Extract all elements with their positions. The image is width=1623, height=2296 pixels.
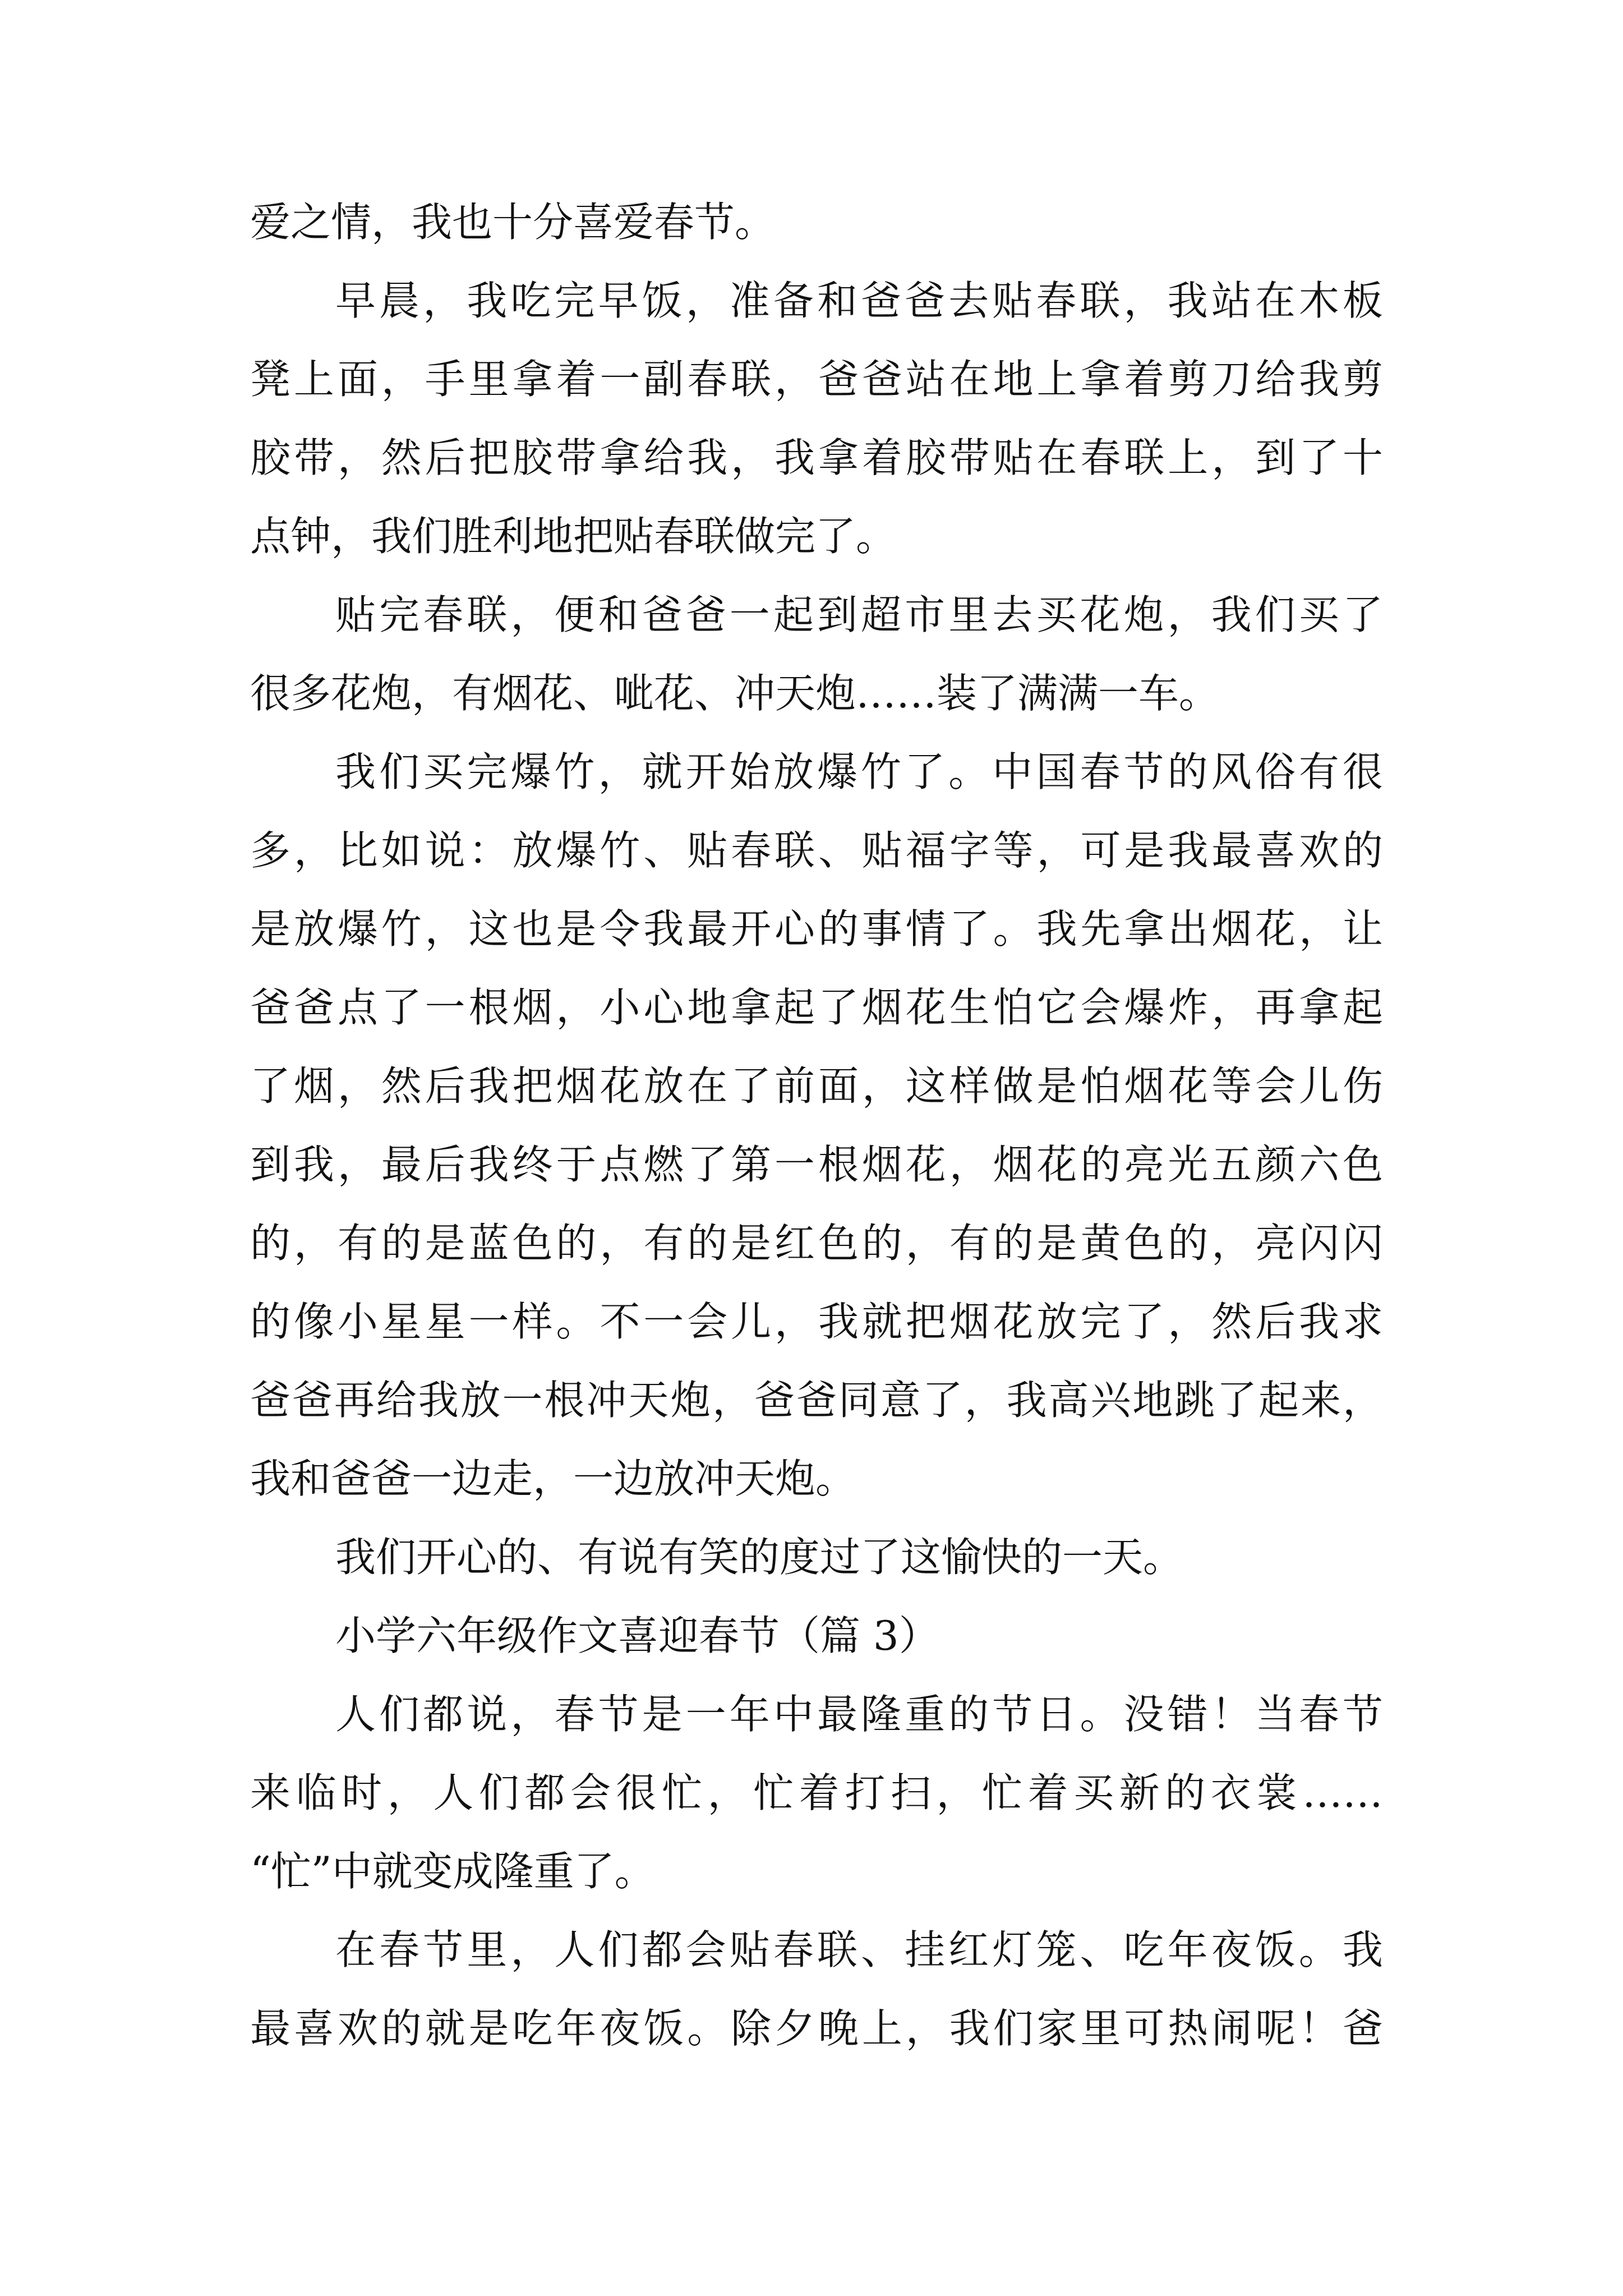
text-line: 是放爆竹，这也是令我最开心的事情了。我先拿出烟花，让 [250, 905, 1383, 953]
text-line: “忙”中就变成隆重了。 [250, 1848, 655, 1895]
text-line: 到我，最后我终于点燃了第一根烟花，烟花的亮光五颜六色 [250, 1141, 1383, 1188]
text-line: 多，比如说：放爆竹、贴春联、贴福字等，可是我最喜欢的 [250, 827, 1383, 874]
text-line: 在春节里，人们都会贴春联、挂红灯笼、吃年夜饭。我 [335, 1926, 1383, 1973]
text-line: 我们买完爆竹，就开始放爆竹了。中国春节的风俗有很 [335, 748, 1383, 795]
text-line: 人们都说，春节是一年中最隆重的节日。没错！当春节 [335, 1691, 1383, 1738]
section-heading: 小学六年级作文喜迎春节（篇 3） [335, 1612, 939, 1659]
text-line: 了烟，然后我把烟花放在了前面，这样做是怕烟花等会儿伤 [250, 1062, 1383, 1110]
text-line: 爱之情，我也十分喜爱春节。 [250, 199, 776, 246]
text-line: 我们开心的、有说有笑的度过了这愉快的一天。 [335, 1534, 1184, 1581]
text-line: 早晨，我吃完早饭，准备和爸爸去贴春联，我站在木板 [335, 277, 1383, 324]
text-line: 胶带，然后把胶带拿给我，我拿着胶带贴在春联上，到了十 [250, 434, 1383, 481]
text-line: 的，有的是蓝色的，有的是红色的，有的是黄色的，亮闪闪 [250, 1220, 1383, 1267]
text-line: 来临时，人们都会很忙，忙着打扫，忙着买新的衣裳…… [250, 1769, 1383, 1816]
text-line: 爸爸点了一根烟，小心地拿起了烟花生怕它会爆炸，再拿起 [250, 984, 1383, 1031]
text-line: 很多花炮，有烟花、呲花、冲天炮……装了满满一车。 [250, 670, 1220, 717]
text-line: 爸爸再给我放一根冲天炮，爸爸同意了，我高兴地跳了起来， [250, 1377, 1383, 1424]
body-text [250, 183, 1383, 2068]
text-line: 的像小星星一样。不一会儿，我就把烟花放完了，然后我求 [250, 1298, 1383, 1345]
text-line: 最喜欢的就是吃年夜饭。除夕晚上，我们家里可热闹呢！爸 [250, 2005, 1383, 2052]
text-line: 点钟，我们胜利地把贴春联做完了。 [250, 513, 897, 560]
text-line: 我和爸爸一边走，一边放冲天炮。 [250, 1455, 856, 1502]
text-line: 凳上面，手里拿着一副春联，爸爸站在地上拿着剪刀给我剪 [250, 356, 1383, 403]
text-line: 贴完春联，便和爸爸一起到超市里去买花炮，我们买了 [335, 591, 1383, 638]
